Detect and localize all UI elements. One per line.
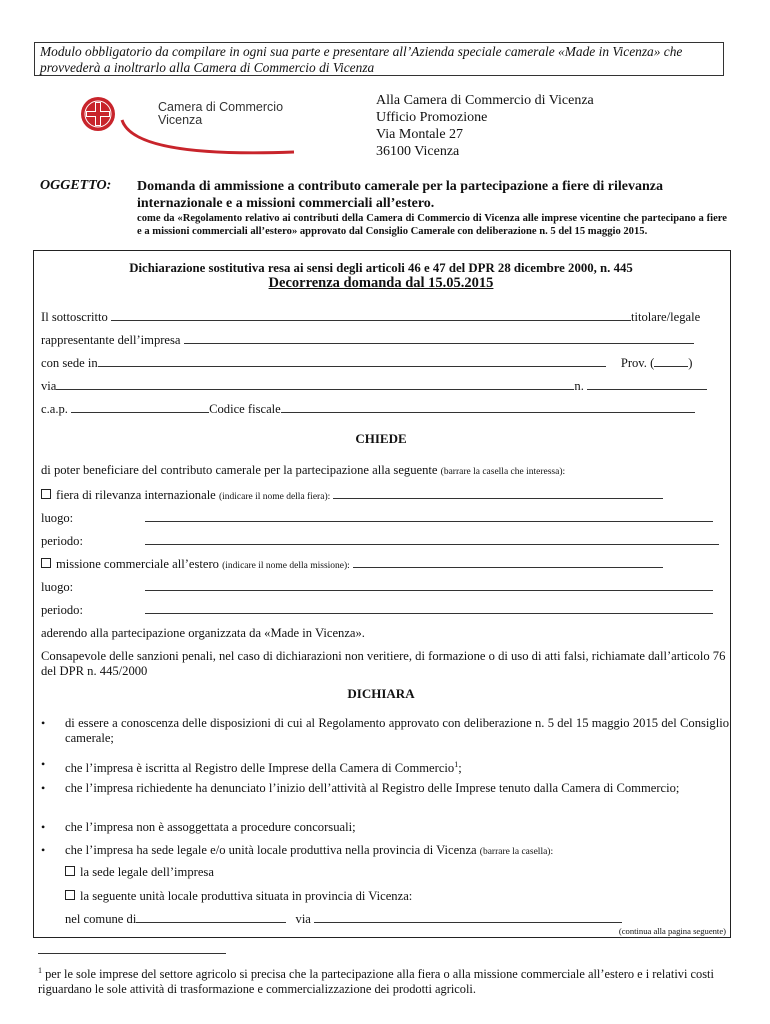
luogo-label: luogo:	[41, 511, 74, 525]
consapevole-text: Consapevole delle sanzioni penali, nel caso di dichiarazioni non veritiere, di formazione o di uso di atti falsi, richiamate dall’articolo 76 del DPR n. 445/2000	[41, 649, 726, 678]
row-missione-luogo	[41, 580, 721, 594]
missione-luogo-field[interactable]	[145, 581, 713, 591]
aderendo-text: aderendo alla partecipazione organizzata da «Made in Vicenza».	[41, 626, 365, 640]
bullet-mark: •	[41, 820, 46, 834]
logo-line1: Camera di Commercio	[158, 100, 284, 114]
prov-field[interactable]	[654, 357, 688, 367]
prov-close: )	[688, 356, 693, 370]
item-2-end: ;	[458, 761, 462, 776]
fiera-name-field[interactable]	[333, 489, 663, 499]
titolare-label: titolare/legale	[630, 310, 701, 324]
beneficiare-note: (barrare la casella che interessa):	[440, 467, 566, 477]
row-fiera-luogo	[41, 511, 721, 525]
opt-unita-label: la seguente unità locale produttiva situata in provincia di Vicenza:	[80, 889, 413, 903]
prov-label: Prov. (	[620, 356, 655, 370]
oggetto-title: Domanda di ammissione a contributo camerale per la partecipazione a fiere di rilevanza internazionale e a missioni commerciali all’estero.	[137, 179, 663, 211]
footnote	[38, 963, 732, 997]
codice-fiscale-field[interactable]	[281, 403, 695, 413]
comune-field[interactable]	[136, 913, 286, 923]
luogo-label: luogo:	[41, 580, 74, 594]
bullet-mark: •	[41, 716, 46, 730]
codice-label: Codice fiscale	[209, 402, 281, 416]
item-2-text: che l’impresa è iscritta al Registro delle Imprese della Camera di Commercio	[65, 761, 455, 776]
n-label: n.	[574, 379, 584, 393]
item-5-note: (barrare la casella):	[479, 847, 554, 857]
continua-note: (continua alla pagina seguente)	[618, 926, 726, 936]
via-field[interactable]	[56, 380, 574, 390]
missione-label: missione commerciale all’estero	[56, 557, 219, 571]
row-sede	[41, 356, 721, 370]
rappresentante-label: rappresentante dell’impresa	[41, 333, 181, 347]
row-missione-periodo	[41, 603, 721, 617]
sottoscritto-label: Il sottoscritto	[41, 310, 108, 324]
unita-locale-checkbox[interactable]	[65, 890, 75, 900]
periodo-label: periodo:	[41, 603, 83, 617]
row-fiera	[41, 488, 721, 504]
fiera-luogo-field[interactable]	[145, 512, 713, 522]
recipient-line: 36100 Vicenza	[376, 144, 460, 159]
unita-via-field[interactable]	[314, 913, 622, 923]
dichiara-item-2	[65, 757, 729, 776]
dichiara-item-1: di essere a conoscenza delle disposizioni di cui al Regolamento approvato con deliberazione n. 5 del 15 maggio 2015 del Consiglio camerale;	[65, 716, 729, 745]
row-missione	[41, 557, 721, 573]
dichiara-heading: DICHIARA	[347, 686, 415, 701]
fiera-checkbox[interactable]	[41, 489, 51, 499]
missione-name-field[interactable]	[353, 558, 663, 568]
notice-text: Modulo obbligatorio da compilare in ogni sua parte e presentare all’Azienda speciale camerale «Made in Vicenza» che provvederà a inoltrarlo alla Camera di Commercio di Vicenza	[40, 44, 683, 75]
row-fiera-periodo	[41, 534, 721, 548]
recipient-line: Alla Camera di Commercio di Vicenza	[376, 93, 594, 108]
cap-field[interactable]	[71, 403, 209, 413]
recipient-line: Ufficio Promozione	[376, 110, 488, 125]
sottoscritto-field[interactable]	[111, 311, 631, 321]
chiede-heading: CHIEDE	[355, 431, 407, 446]
bullet-mark: •	[41, 757, 46, 771]
logo-line2: Vicenza	[158, 112, 203, 127]
footnote-text: per le sole imprese del settore agricolo si precisa che la partecipazione alla fiera o alla missione commerciale all’estero e i relativi costi riguardano le sole attività di trasformazione e commercializzazione dei prodotti agricoli.	[38, 967, 714, 997]
row-comune	[65, 912, 725, 926]
row-beneficiare	[41, 463, 721, 479]
row-opt-sede	[65, 865, 725, 879]
dichiarazione-heading: Dichiarazione sostitutiva resa ai sensi degli articoli 46 e 47 del DPR 28 dicembre 2000, n. 445	[129, 261, 633, 275]
impresa-field[interactable]	[184, 334, 694, 344]
row-sottoscritto	[41, 310, 721, 324]
decorrenza-heading: Decorrenza domanda dal 15.05.2015	[268, 275, 494, 291]
sede-label: con sede in	[41, 356, 98, 370]
row-via	[41, 379, 721, 393]
dichiara-item-3: che l’impresa richiedente ha denunciato l’inizio dell’attività al Registro delle Imprese tenuto dalla Camera di Commercio;	[65, 781, 680, 795]
dichiara-item-5	[65, 843, 729, 860]
chamber-logo-text	[158, 101, 283, 126]
row-cap	[41, 402, 721, 416]
recipient-line: Via Montale 27	[376, 127, 464, 142]
oggetto-subtitle: come da «Regolamento relativo ai contributi della Camera di Commercio di Vicenza alle imprese vicentine che partecipano a fiere e a missioni commerciali all’estero» approvato dal Consiglio Camerale con deliberazione n. 5 del 15 maggio 2015.	[137, 213, 727, 237]
row-opt-unita	[65, 889, 725, 903]
notice-box	[34, 42, 724, 76]
sede-field[interactable]	[98, 357, 606, 367]
missione-checkbox[interactable]	[41, 558, 51, 568]
civic-number-field[interactable]	[587, 380, 707, 390]
bullet-mark: •	[41, 781, 46, 795]
beneficiare-text: di poter beneficiare del contributo camerale per la partecipazione alla seguente	[41, 463, 438, 477]
opt-sede-label: la sede legale dell’impresa	[80, 865, 214, 879]
oggetto-label: OGGETTO:	[40, 178, 112, 193]
footnote-number: 1	[38, 966, 42, 975]
via-label: via	[41, 379, 57, 393]
missione-note: (indicare il nome della missione):	[222, 561, 350, 571]
fiera-note: (indicare il nome della fiera):	[218, 492, 331, 502]
recipient-address	[376, 92, 594, 160]
item-5-text: che l’impresa ha sede legale e/o unità locale produttiva nella provincia di Vicenza	[65, 843, 477, 857]
footnote-ref: 1	[454, 760, 459, 769]
dichiara-item-4: che l’impresa non è assoggettata a procedure concorsuali;	[65, 820, 356, 834]
missione-periodo-field[interactable]	[145, 604, 713, 614]
periodo-label: periodo:	[41, 534, 83, 548]
cap-label: c.a.p.	[41, 402, 68, 416]
footnote-divider	[38, 953, 226, 954]
fiera-label: fiera di rilevanza internazionale	[56, 488, 216, 502]
bullet-mark: •	[41, 843, 46, 857]
row-rappresentante	[41, 333, 721, 347]
comune-label: nel comune di	[65, 912, 137, 926]
fiera-periodo-field[interactable]	[145, 535, 719, 545]
via2-label: via	[295, 912, 311, 926]
sede-legale-checkbox[interactable]	[65, 866, 75, 876]
